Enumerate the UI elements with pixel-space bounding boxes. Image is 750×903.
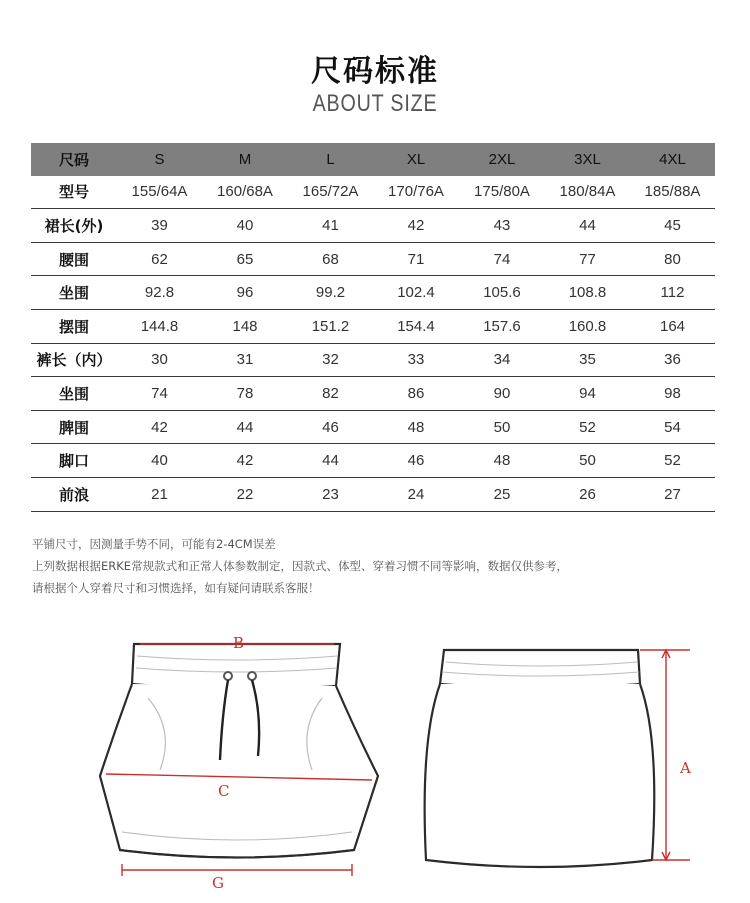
- table-cell: 94: [545, 377, 630, 411]
- table-cell: 40: [117, 444, 202, 478]
- size-table-row: [31, 377, 715, 411]
- table-cell: 155/64A: [117, 176, 202, 209]
- table-cell: 74: [117, 377, 202, 411]
- page-title: 尺码标准: [311, 54, 439, 89]
- table-cell: 32: [288, 343, 373, 377]
- label-g: G: [212, 874, 224, 892]
- note-line: 平铺尺寸，因测量手势不同，可能有2-4CM误差: [32, 537, 276, 551]
- table-cell: 52: [630, 444, 715, 478]
- measurement-diagram: [0, 620, 750, 903]
- measurement-notes: [32, 533, 568, 599]
- table-cell: 102.4: [373, 276, 459, 310]
- skirt-back-drawing: [425, 650, 655, 867]
- size-table-row: [31, 410, 715, 444]
- table-cell: 62: [117, 242, 202, 276]
- skort-front-drawing: [100, 644, 378, 858]
- table-cell: 180/84A: [545, 176, 630, 209]
- header-size: 4XL: [630, 143, 715, 176]
- table-cell: 44: [545, 209, 630, 243]
- row-label: 腰围: [31, 242, 117, 276]
- row-label: 坐围: [31, 276, 117, 310]
- table-cell: 170/76A: [373, 176, 459, 209]
- size-table-body: [31, 176, 715, 511]
- row-label: 前浪: [31, 477, 117, 511]
- table-cell: 86: [373, 377, 459, 411]
- row-label: 摆围: [31, 309, 117, 343]
- table-cell: 42: [373, 209, 459, 243]
- header-size: 3XL: [545, 143, 630, 176]
- size-table-header-row: [31, 143, 715, 176]
- table-cell: 175/80A: [459, 176, 545, 209]
- table-cell: 46: [373, 444, 459, 478]
- table-cell: 23: [288, 477, 373, 511]
- size-table-row: [31, 176, 715, 209]
- label-a: A: [680, 759, 691, 777]
- header-size: M: [202, 143, 288, 176]
- table-cell: 105.6: [459, 276, 545, 310]
- note-line: 请根据个人穿着尺寸和习惯选择，如有疑问请联系客服！: [32, 581, 320, 595]
- table-cell: 74: [459, 242, 545, 276]
- table-cell: 98: [630, 377, 715, 411]
- row-label: 裤长（内）: [31, 343, 117, 377]
- table-cell: 48: [459, 444, 545, 478]
- table-cell: 30: [117, 343, 202, 377]
- table-cell: 48: [373, 410, 459, 444]
- header-size: L: [288, 143, 373, 176]
- table-cell: 44: [202, 410, 288, 444]
- table-cell: 34: [459, 343, 545, 377]
- size-table-row: [31, 276, 715, 310]
- table-cell: 27: [630, 477, 715, 511]
- table-cell: 24: [373, 477, 459, 511]
- header-size: 2XL: [459, 143, 545, 176]
- table-cell: 44: [288, 444, 373, 478]
- size-table: [31, 143, 715, 512]
- row-label: 坐围: [31, 377, 117, 411]
- label-c: C: [218, 782, 230, 800]
- table-cell: 41: [288, 209, 373, 243]
- header-size: S: [117, 143, 202, 176]
- table-cell: 77: [545, 242, 630, 276]
- table-cell: 157.6: [459, 309, 545, 343]
- table-cell: 68: [288, 242, 373, 276]
- table-cell: 151.2: [288, 309, 373, 343]
- table-cell: 46: [288, 410, 373, 444]
- table-cell: 90: [459, 377, 545, 411]
- table-cell: 92.8: [117, 276, 202, 310]
- table-cell: 108.8: [545, 276, 630, 310]
- row-label: 脚口: [31, 444, 117, 478]
- table-cell: 43: [459, 209, 545, 243]
- table-cell: 144.8: [117, 309, 202, 343]
- table-cell: 42: [117, 410, 202, 444]
- table-cell: 50: [545, 444, 630, 478]
- table-cell: 36: [630, 343, 715, 377]
- table-cell: 33: [373, 343, 459, 377]
- table-cell: 50: [459, 410, 545, 444]
- table-cell: 39: [117, 209, 202, 243]
- table-cell: 154.4: [373, 309, 459, 343]
- row-label: 裙长(外): [31, 209, 117, 243]
- size-table-row: [31, 209, 715, 243]
- size-table-row: [31, 343, 715, 377]
- table-cell: 164: [630, 309, 715, 343]
- row-label: 型号: [31, 176, 117, 209]
- table-cell: 25: [459, 477, 545, 511]
- header-size: XL: [373, 143, 459, 176]
- table-cell: 40: [202, 209, 288, 243]
- table-cell: 82: [288, 377, 373, 411]
- table-cell: 96: [202, 276, 288, 310]
- table-cell: 165/72A: [288, 176, 373, 209]
- table-cell: 22: [202, 477, 288, 511]
- row-label: 脾围: [31, 410, 117, 444]
- size-table-row: [31, 242, 715, 276]
- table-cell: 35: [545, 343, 630, 377]
- table-cell: 160.8: [545, 309, 630, 343]
- table-cell: 52: [545, 410, 630, 444]
- header-label: 尺码: [31, 143, 117, 176]
- table-cell: 31: [202, 343, 288, 377]
- table-cell: 78: [202, 377, 288, 411]
- table-cell: 65: [202, 242, 288, 276]
- table-cell: 54: [630, 410, 715, 444]
- table-cell: 160/68A: [202, 176, 288, 209]
- table-cell: 112: [630, 276, 715, 310]
- table-cell: 99.2: [288, 276, 373, 310]
- note-line: 上列数据根据ERKE常规款式和正常人体参数制定，因款式、体型、穿着习惯不同等影响，数据仅供参考，: [32, 559, 569, 573]
- size-table-row: [31, 309, 715, 343]
- size-table-row: [31, 477, 715, 511]
- size-table-row: [31, 444, 715, 478]
- table-cell: 185/88A: [630, 176, 715, 209]
- table-cell: 71: [373, 242, 459, 276]
- table-cell: 26: [545, 477, 630, 511]
- table-cell: 80: [630, 242, 715, 276]
- label-b: B: [233, 634, 245, 652]
- table-cell: 21: [117, 477, 202, 511]
- page-subtitle: ABOUT SIZE: [312, 90, 438, 117]
- table-cell: 45: [630, 209, 715, 243]
- table-cell: 42: [202, 444, 288, 478]
- table-cell: 148: [202, 309, 288, 343]
